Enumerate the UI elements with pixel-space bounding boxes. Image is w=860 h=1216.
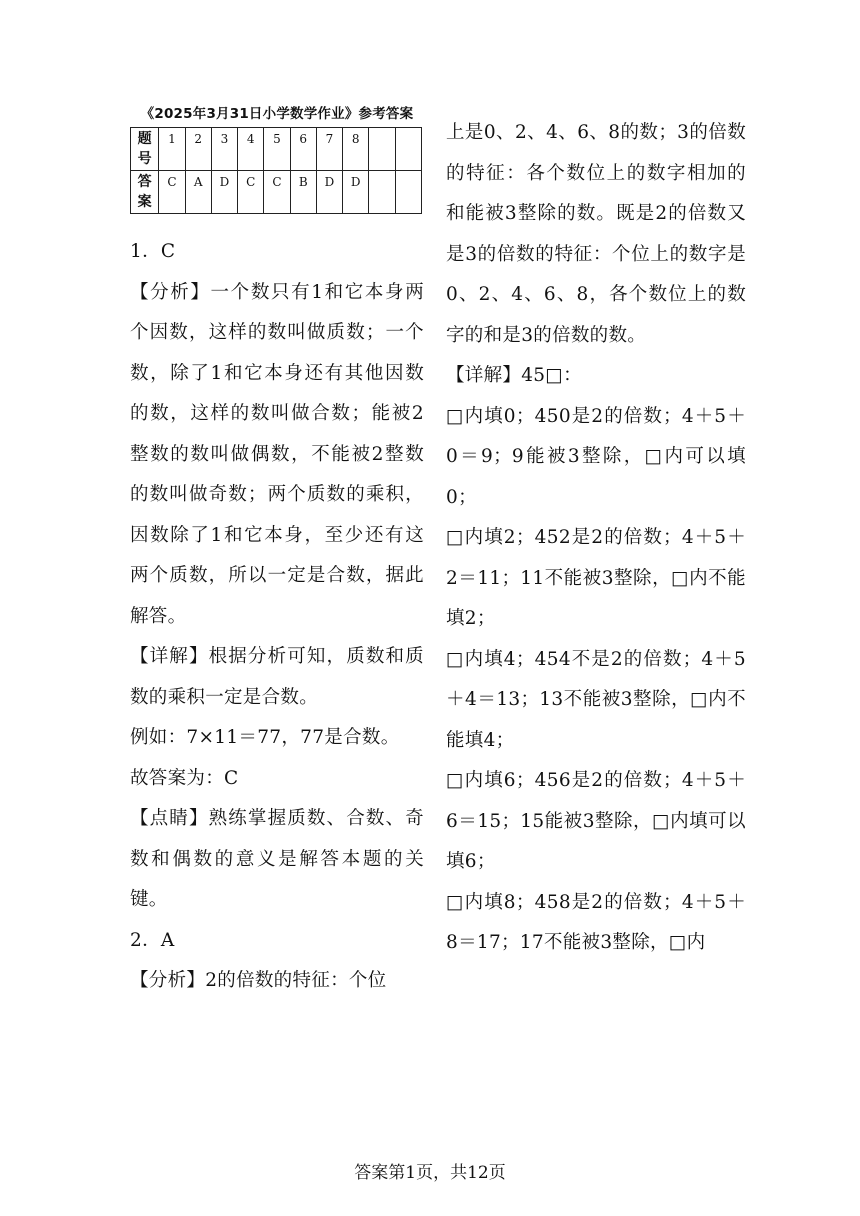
table-cell-number: 7 bbox=[316, 128, 342, 171]
question-2-analysis-cont: 上是0、2、4、6、8的数；3的倍数的特征：各个数位上的数字相加的和能被3整除的数。既是2的倍数又是3的倍数的特征：个位上的数字是0、2、4、6、8，各个数位上的数字的和是3的倍数的数。 bbox=[446, 122, 746, 346]
case-fill-0: □内填0；450是2的倍数；4＋5＋0＝9；9能被3整除，□内可以填0； bbox=[446, 405, 746, 508]
table-cell-number: 4 bbox=[238, 128, 264, 171]
question-1-example: 例如：7×11＝77，77是合数。 bbox=[130, 727, 400, 748]
case-fill-8: □内填8；458是2的倍数；4＋5＋8＝17；17不能被3整除，□内 bbox=[446, 891, 746, 953]
question-1-detail: 【详解】根据分析可知，质数和质数的乘积一定是合数。 bbox=[130, 646, 424, 708]
table-cell-answer: D bbox=[316, 171, 342, 214]
table-cell-number: 2 bbox=[185, 128, 211, 171]
table-cell-number: 3 bbox=[211, 128, 237, 171]
table-cell-answer: A bbox=[185, 171, 211, 214]
question-2-detail: 【详解】45□： bbox=[446, 365, 582, 386]
question-2-analysis-start: 【分析】2的倍数的特征：个位 bbox=[130, 970, 387, 991]
page-footer: 答案第1页，共12页 bbox=[354, 1163, 506, 1183]
table-header-answer: 答案 bbox=[131, 171, 159, 214]
right-body bbox=[446, 113, 746, 964]
case-fill-4: □内填4；454不是2的倍数；4＋5＋4＝13；13不能被3整除，□内不能填4； bbox=[446, 648, 746, 751]
document-title: 《2025年3月31日小学数学作业》参考答案 bbox=[140, 106, 414, 122]
answer-table bbox=[130, 127, 422, 214]
right-column bbox=[446, 113, 746, 964]
question-1-comment: 【点睛】熟练掌握质数、合数、奇数和偶数的意义是解答本题的关键。 bbox=[130, 808, 424, 910]
question-1-answer: 1．C bbox=[130, 241, 176, 262]
table-cell-answer: C bbox=[264, 171, 290, 214]
table-cell-number bbox=[395, 128, 421, 171]
table-cell-number: 8 bbox=[343, 128, 369, 171]
table-cell-number: 6 bbox=[290, 128, 316, 171]
question-1-conclusion: 故答案为：C bbox=[130, 767, 239, 789]
table-row-answers bbox=[131, 171, 422, 214]
case-fill-2: □内填2；452是2的倍数；4＋5＋2＝11；11不能被3整除，□内不能填2； bbox=[446, 527, 746, 629]
table-cell-answer bbox=[369, 171, 395, 214]
table-cell-answer: B bbox=[290, 171, 316, 214]
left-body bbox=[130, 232, 424, 1002]
table-row-numbers bbox=[131, 128, 422, 171]
table-cell-answer: D bbox=[343, 171, 369, 214]
left-column bbox=[130, 104, 424, 1002]
table-cell-number bbox=[369, 128, 395, 171]
table-cell-answer: D bbox=[211, 171, 237, 214]
case-fill-6: □内填6；456是2的倍数；4＋5＋6＝15；15能被3整除，□内填可以填6； bbox=[446, 770, 746, 872]
table-cell-answer bbox=[395, 171, 421, 214]
table-cell-number: 5 bbox=[264, 128, 290, 171]
table-header-number: 题号 bbox=[131, 128, 159, 171]
question-2-answer: 2．A bbox=[130, 929, 175, 951]
question-1-analysis: 【分析】一个数只有1和它本身两个因数，这样的数叫做质数；一个数，除了1和它本身还有其他因数的数，这样的数叫做合数；能被2整数的数叫做偶数，不能被2整数的数叫做奇数；两个质数的乘积，因数除了1和它本身，至少还有这两个质数，所以一定是合数，据此解答。 bbox=[130, 281, 424, 627]
table-cell-answer: C bbox=[159, 171, 185, 214]
table-cell-answer: C bbox=[238, 171, 264, 214]
table-cell-number: 1 bbox=[159, 128, 185, 171]
